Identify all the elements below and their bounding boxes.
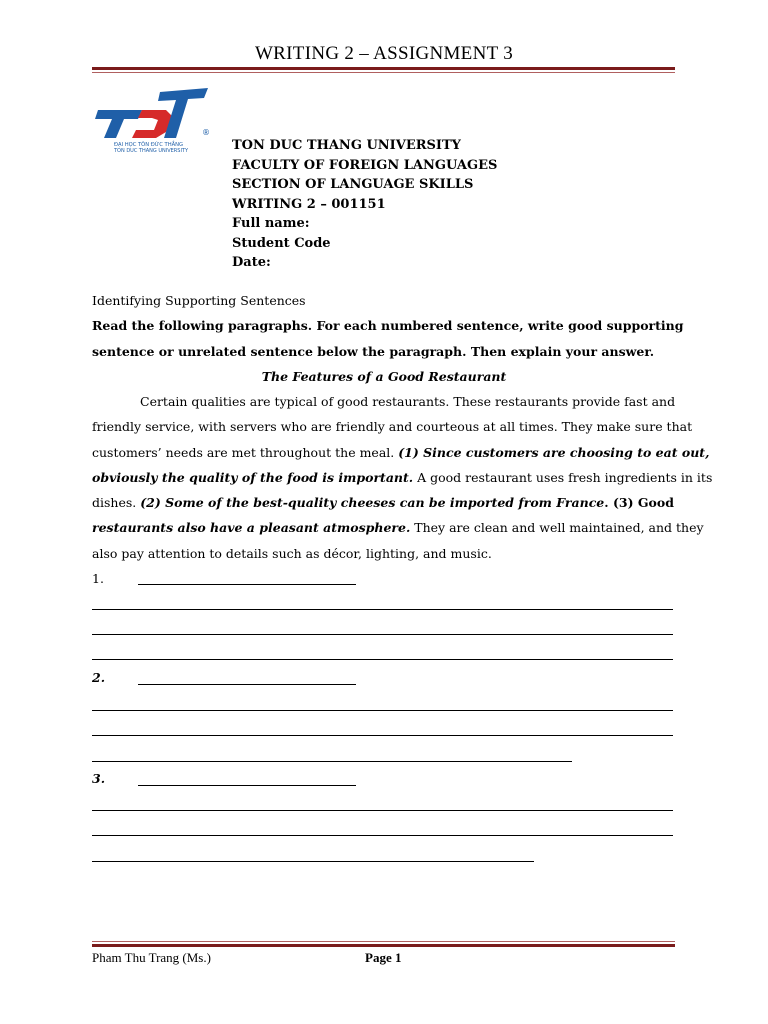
answer-1-line[interactable] [92,634,673,635]
footer-author: Pham Thu Trang (Ms.) [92,950,211,965]
answer-number-3: 3. [92,771,106,786]
answer-2-short-blank[interactable] [138,684,356,685]
answer-3-line[interactable] [92,861,534,862]
answer-2-line[interactable] [92,710,673,711]
answer-3-line[interactable] [92,835,673,836]
course-code: WRITING 2 – 001151 [232,196,386,212]
passage-line: obviously the quality of the food is important. A good restaurant uses fresh ingredients in its [92,469,713,485]
answer-1-line[interactable] [92,659,673,660]
passage-line: dishes. (2) Some of the best-quality cheeses can be imported from France. (3) Good [92,495,674,511]
passage-line: also pay attention to details such as décor, lighting, and music. [92,545,492,561]
page-header-title: WRITING 2 – ASSIGNMENT 3 [254,43,514,64]
footer-rule-thin [92,941,675,942]
header-rule [92,67,675,70]
answer-3-short-blank[interactable] [138,785,356,786]
instruction-line-2: sentence or unrelated sentence below the paragraph. Then explain your answer. [92,344,655,359]
student-code-label: Student Code [232,235,331,251]
header-info-block [232,136,497,273]
answer-2-line[interactable] [92,735,673,736]
answer-number-1: 1. [92,571,104,586]
passage-line: restaurants also have a pleasant atmosphere. They are clean and well maintained, and they [92,520,704,536]
answer-number-2: 2. [92,670,106,685]
faculty-name: FACULTY OF FOREIGN LANGUAGES [232,157,498,173]
svg-text:®: ® [202,128,210,137]
tdt-logo-icon [92,88,210,154]
sentence-3: restaurants also have a pleasant atmosphere. [92,520,411,536]
sentence-3-start: . (3) Good [604,495,674,511]
passage-line: Certain qualities are typical of good restaurants. These restaurants provide fast and [140,394,676,409]
date-label: Date: [232,255,271,270]
answer-2-line[interactable] [92,761,572,762]
footer-rule [92,944,675,947]
footer-page-number: Page 1 [365,950,402,965]
answer-1-line[interactable] [92,609,673,610]
answer-3-line[interactable] [92,810,673,811]
sentence-1-cont: obviously the quality of the food is important. [92,469,414,485]
full-name-label: Full name: [232,216,310,231]
instruction-line-1: Read the following paragraphs. For each numbered sentence, write good supporting [92,318,684,333]
task-heading: Identifying Supporting Sentences [92,293,306,308]
university-logo [92,88,210,154]
svg-text:ĐẠI HỌC TÔN ĐỨC THẮNG: ĐẠI HỌC TÔN ĐỨC THẮNG [114,142,184,148]
passage-paragraph [92,389,713,566]
passage-title: The Features of a Good Restaurant [261,369,507,384]
sentence-1: (1) Since customers are choosing to eat out, [398,444,710,460]
header-rule-thin [92,72,675,73]
university-name: TON DUC THANG UNIVERSITY [232,138,461,153]
passage-line: friendly service, with servers who are friendly and courteous at all times. They make sure that [92,419,693,435]
section-name: SECTION OF LANGUAGE SKILLS [232,177,474,192]
passage-line: customers’ needs are met throughout the meal. (1) Since customers are choosing to eat out, [92,444,710,460]
sentence-2: (2) Some of the best-quality cheeses can be imported from France [140,495,605,511]
answer-1-short-blank[interactable] [138,584,356,585]
svg-text:TON DUC THANG UNIVERSITY: TON DUC THANG UNIVERSITY [114,148,189,154]
